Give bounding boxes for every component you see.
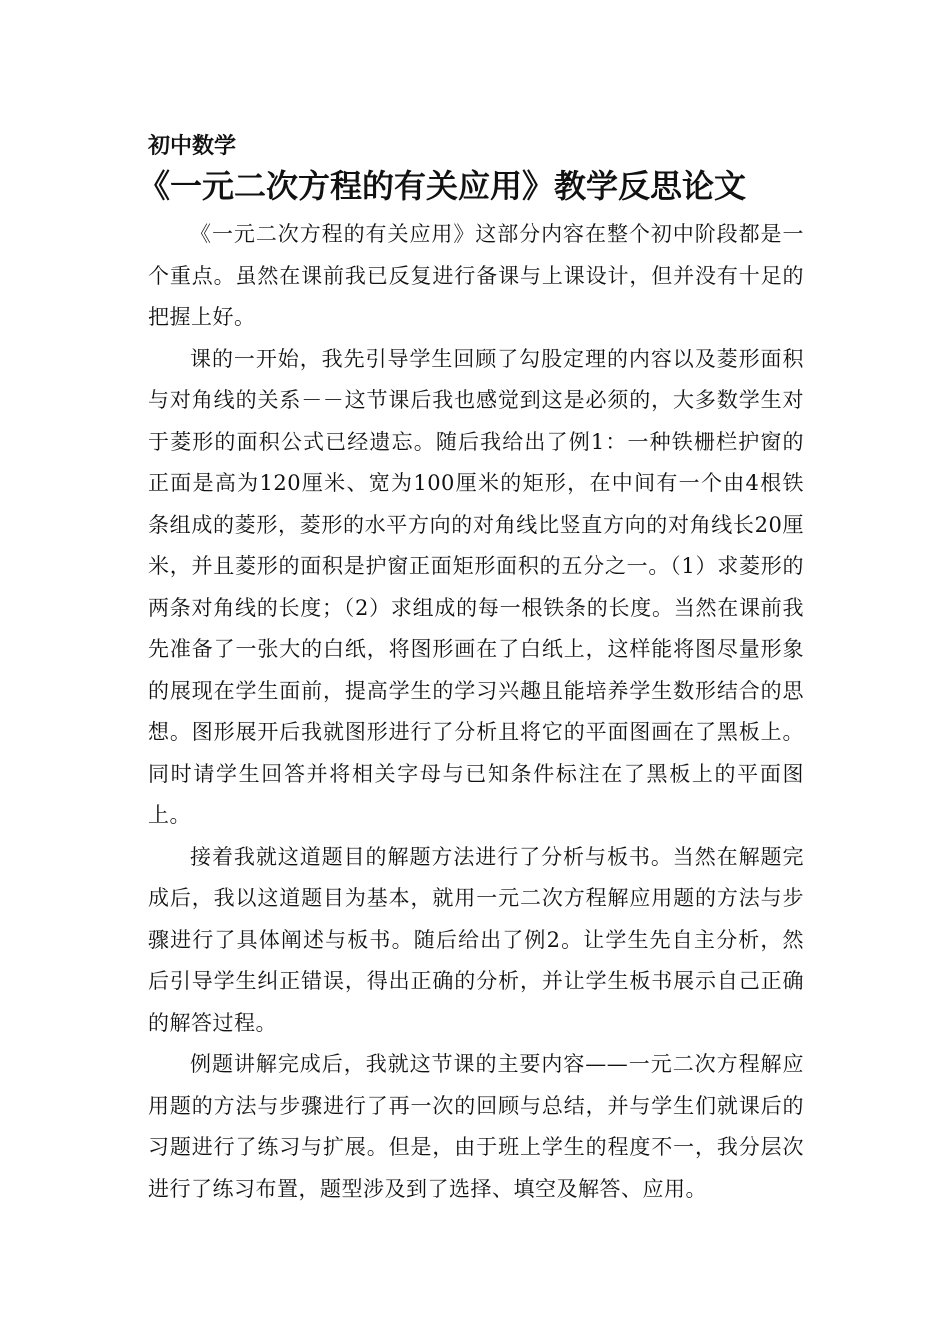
subject-label: 初中数学 bbox=[148, 134, 237, 159]
paragraph-example-1: 课的一开始，我先引导学生回顾了勾股定理的内容以及菱形面积与对角线的关系－－这节课后我也感觉到这是必须的，大多数学生对于菱形的面积公式已经遗忘。随后我给出了例1：一种铁栅栏护窗的正面是高为120厘米、宽为100厘米的矩形，在中间有一个由4根铁条组成的菱形，菱形的水平方向的对角线比竖直方向的对角线长20厘米，并且菱形的面积是护窗正面矩形面积的五分之一。（1）求菱形的两条对角线的长度；（2）求组成的每一根铁条的长度。当然在课前我先准备了一张大的白纸，将图形画在了白纸上，这样能将图尽量形象的展现在学生面前，提高学生的学习兴趣且能培养学生数形结合的思想。图形展开后我就图形进行了分析且将它的平面图画在了黑板上。同时请学生回答并将相关字母与已知条件标注在了黑板上的平面图上。 bbox=[148, 346, 804, 827]
document-title: 《一元二次方程的有关应用》教学反思论文 bbox=[138, 167, 747, 205]
document-body bbox=[148, 214, 804, 1210]
paragraph-example-2: 接着我就这道题目的解题方法进行了分析与板书。当然在解题完成后，我以这道题目为基本，就用一元二次方程解应用题的方法与步骤进行了具体阐述与板书。随后给出了例2。让学生先自主分析，然后引导学生纠正错误，得出正确的分析，并让学生板书展示自己正确的解答过程。 bbox=[148, 844, 804, 1035]
paragraph-summary: 例题讲解完成后，我就这节课的主要内容——一元二次方程解应用题的方法与步骤进行了再一次的回顾与总结，并与学生们就课后的习题进行了练习与扩展。但是，由于班上学生的程度不一，我分层次进行了练习布置，题型涉及到了选择、填空及解答、应用。 bbox=[148, 1052, 804, 1201]
paragraph-intro: 《一元二次方程的有关应用》这部分内容在整个初中阶段都是一个重点。虽然在课前我已反复进行备课与上课设计，但并没有十足的把握上好。 bbox=[148, 222, 804, 329]
